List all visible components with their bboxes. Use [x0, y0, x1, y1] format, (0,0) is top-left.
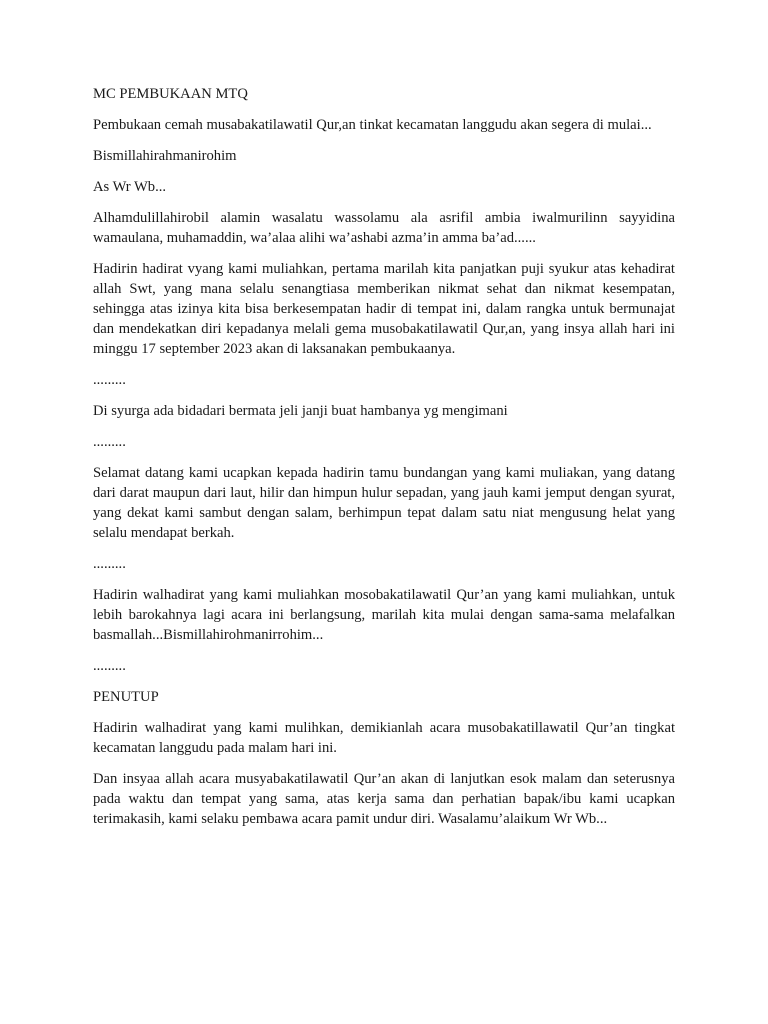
farewell-paragraph: Dan insyaa allah acara musyabakatilawatil Qur’an akan di lanjutkan esok malam dan seterusnya pada waktu dan tempat yang sama, atas kerja sama dan perhatian bapak/ibu kami ucapkan terimakasih, kami selaku pembawa acara pamit undur diri. Wasalamu’alaikum Wr Wb...	[93, 771, 675, 827]
ellipsis-separator: .........	[93, 372, 126, 388]
start-paragraph: Hadirin walhadirat yang kami muliahkan mosobakatilawatil Qur’an yang kami muliahkan, untuk lebih barokahnya lagi acara ini berlangsung, marilah kita mulai dengan sama-sama melafalkan basmallah...Bismillahirohmanirrohim...	[93, 587, 675, 643]
opening-announcement: Pembukaan cemah musabakatilawatil Qur,an tinkat kecamatan langgudu akan segera di mulai...	[93, 117, 652, 133]
basmalah-line: Bismillahirahmanirohim	[93, 148, 237, 164]
gratitude-paragraph: Hadirin hadirat vyang kami muliahkan, pertama marilah kita panjatkan puji syukur atas kehadirat allah Swt, yang mana selalu senangtiasa memberikan nikmat sehat dan nikmat kesempatan, sehingga atas izinya kita bisa berkesempatan hadir di tempat ini, dalam rangka untuk bermunajat dan mendekatkan diri kepadanya melali gema musobakatilawatil Qur,an, yang insya allah hari ini minggu 17 september 2023 akan di laksanakan pembukaanya.	[93, 261, 675, 357]
ellipsis-separator: .........	[93, 434, 126, 450]
welcome-paragraph: Selamat datang kami ucapkan kepada hadirin tamu bundangan yang kami muliakan, yang datang dari darat maupun dari laut, hilir dan himpun hulur sepadan, yang jauh kami jemput dengan syurat, yang dekat kami sambut dengan salam, berhimpun tepat dalam satu niat mengusung helat yang selalu mendapat berkah.	[93, 465, 675, 541]
opening-prayer: Alhamdulillahirobil alamin wasalatu wassolamu ala asrifil ambia iwalmurilinn sayyidina wamaulana, muhamaddin, wa’alaa alihi wa’ashabi azma’in amma ba’ad......	[93, 210, 675, 246]
ellipsis-separator: .........	[93, 556, 126, 572]
document-title: MC PEMBUKAAN MTQ	[93, 86, 248, 102]
pantun-line: Di syurga ada bidadari bermata jeli janji buat hambanya yg mengimani	[93, 403, 508, 419]
closing-paragraph: Hadirin walhadirat yang kami mulihkan, demikianlah acara musobakatillawatil Qur’an tingkat kecamatan langgudu pada malam hari ini.	[93, 720, 675, 756]
ellipsis-separator: .........	[93, 658, 126, 674]
closing-heading: PENUTUP	[93, 689, 159, 705]
greeting-line: As Wr Wb...	[93, 179, 167, 195]
